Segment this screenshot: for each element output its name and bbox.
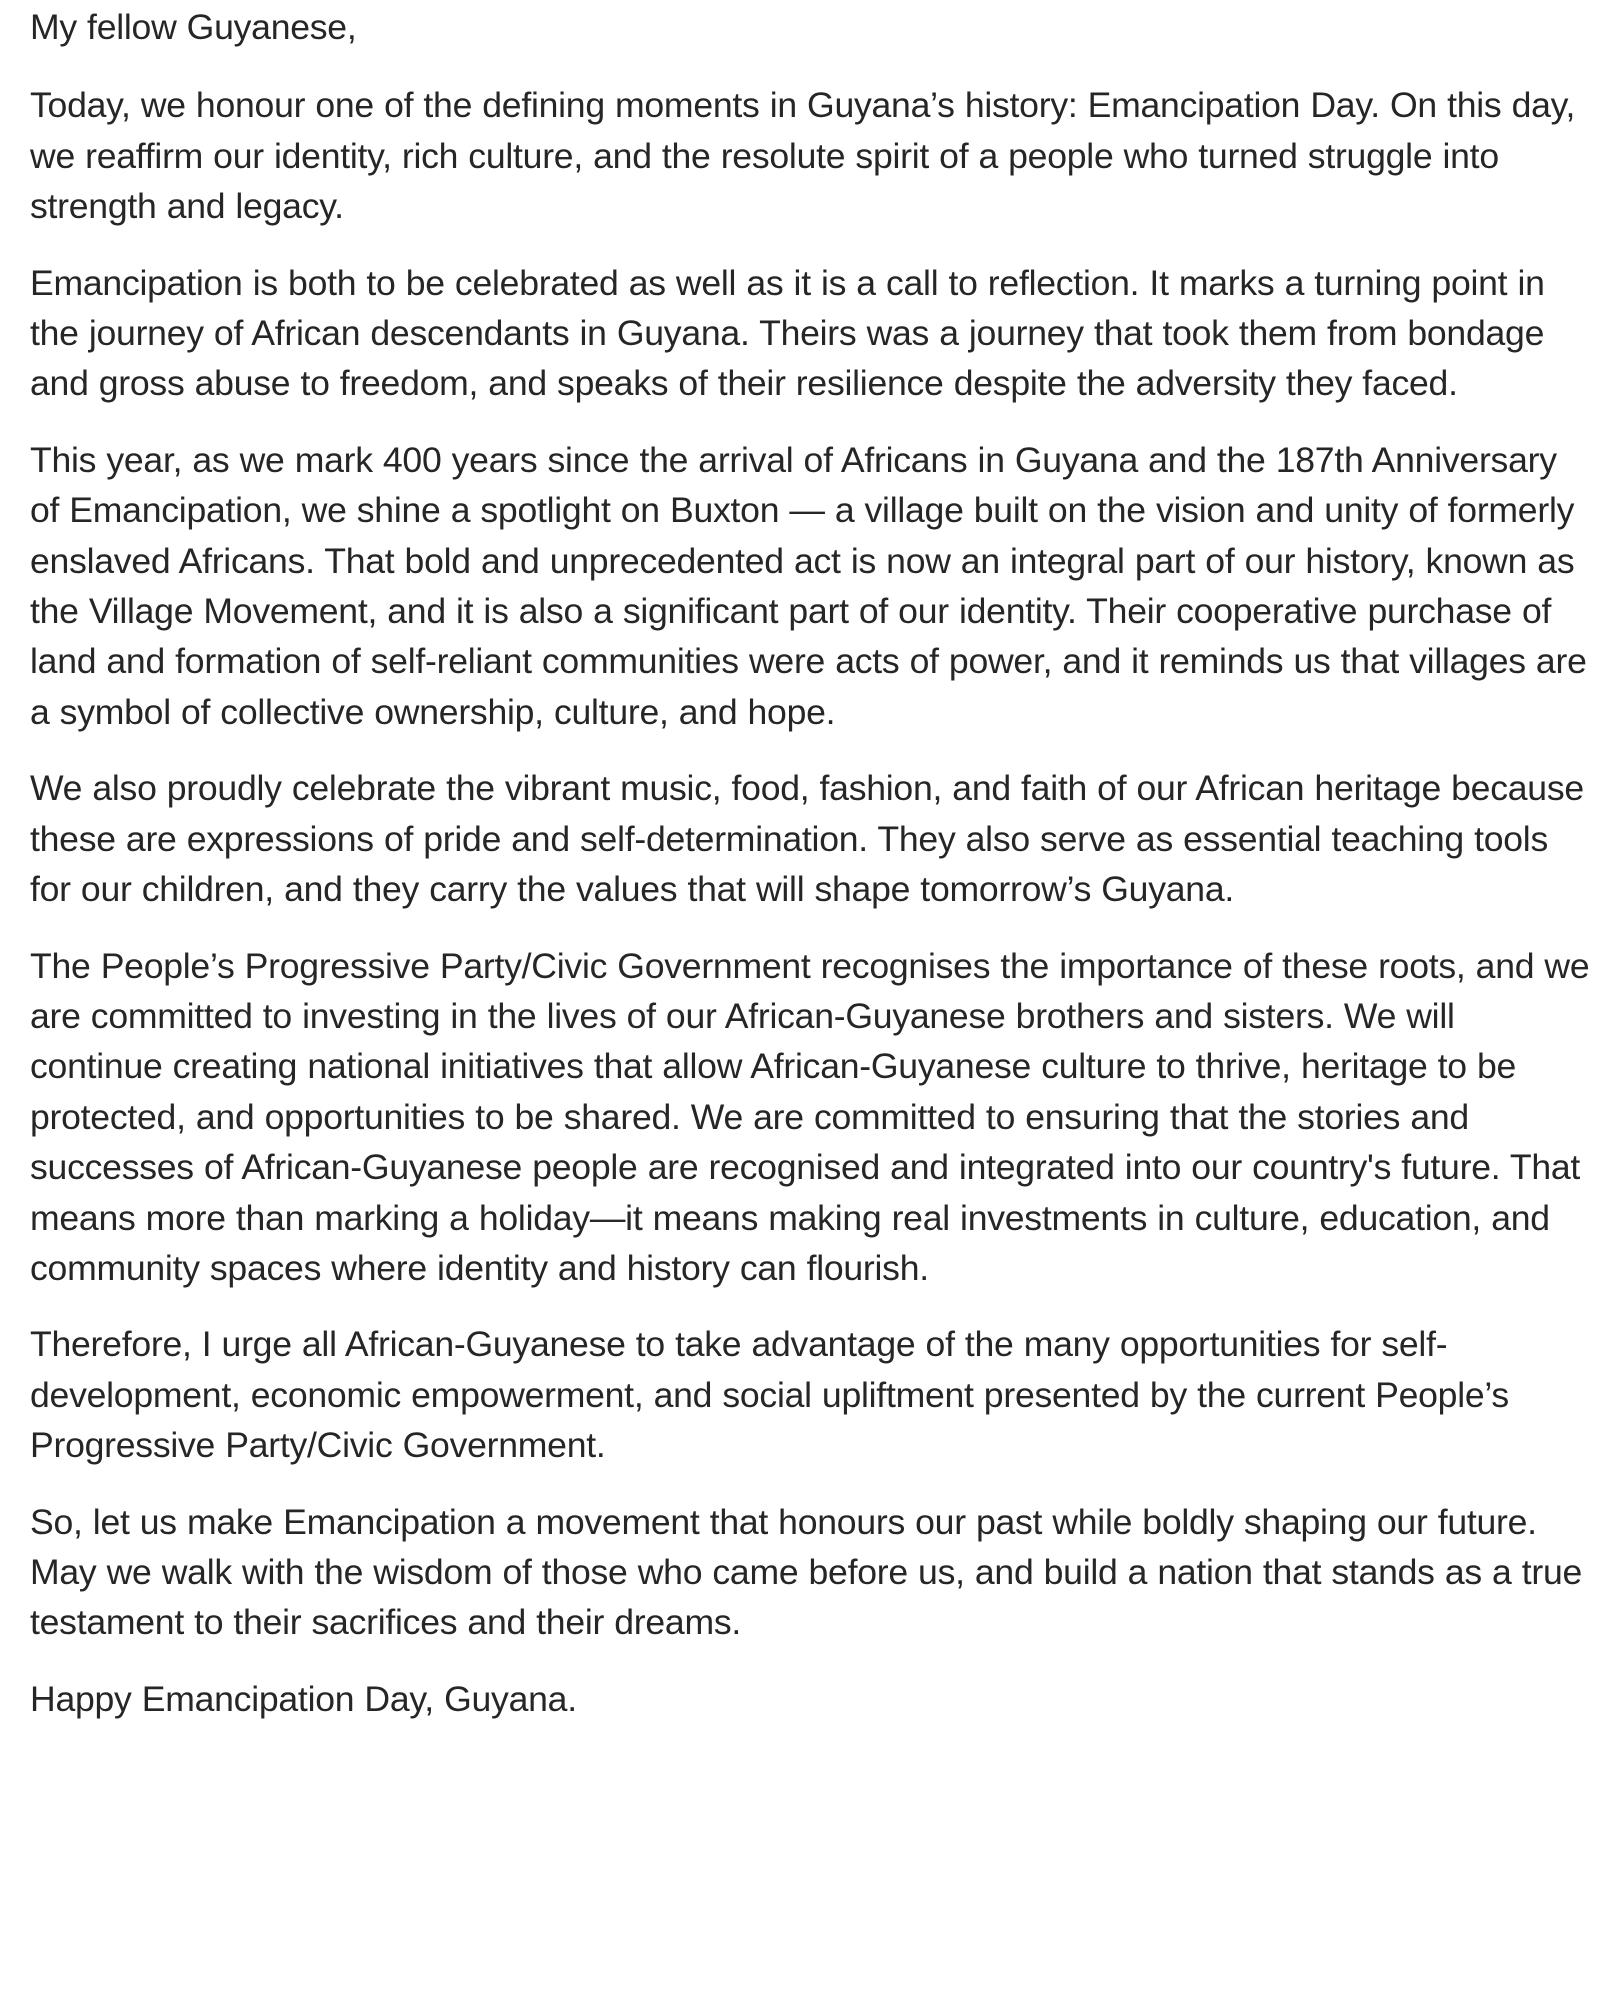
- salutation: My fellow Guyanese,: [30, 7, 357, 47]
- paragraph: We also proudly celebrate the vibrant music, food, fashion, and faith of our African heritage because these are expressions of pride and self-determination. They also serve as essential teaching tools for our children, and they carry the values that will shape tomorrow’s Guyana.: [30, 768, 1584, 910]
- closing-line: Happy Emancipation Day, Guyana.: [30, 1678, 577, 1719]
- paragraph: This year, as we mark 400 years since the arrival of Africans in Guyana and the 187th Anniversary of Emancipation, we shine a spotlight on Buxton — a village built on the vision and unity of formerly enslaved Africans. That bold and unprecedented act is now an integral part of our history, known as the Village Movement, and it is also a significant part of our identity. Their cooperative purchase of land and formation of self-reliant communities were acts of power, and it reminds us that villages are a symbol of collective ownership, culture, and hope.: [30, 439, 1587, 732]
- paragraph: Emancipation is both to be celebrated as well as it is a call to reflection. It marks a turning point in the journey of African descendants in Guyana. Theirs was a journey that took them from bondage and gross abuse to freedom, and speaks of their resilience despite the adversity they faced.: [30, 262, 1545, 404]
- paragraph: Today, we honour one of the defining moments in Guyana’s history: Emancipation Day. On this day, we reaffirm our identity, rich culture, and the resolute spirit of a people who turned struggle into strength and legacy.: [30, 85, 1576, 227]
- paragraph: Therefore, I urge all African-Guyanese to take advantage of the many opportunities for self-development, economic empowerment, and social upliftment presented by the current People’s Progressive Party/Civic Government.: [30, 1324, 1509, 1466]
- letter-body: [30, 2, 1590, 1724]
- paragraph: So, let us make Emancipation a movement that honours our past while boldly shaping our future. May we walk with the wisdom of those who came before us, and build a nation that stands as a true testament to their sacrifices and their dreams.: [30, 1501, 1583, 1643]
- paragraph: The People’s Progressive Party/Civic Government recognises the importance of these roots, and we are committed to investing in the lives of our African-Guyanese brothers and sisters. We will continue creating national initiatives that allow African-Guyanese culture to thrive, heritage to be protected, and opportunities to be shared. We are committed to ensuring that the stories and successes of African-Guyanese people are recognised and integrated into our country's future. That means more than marking a holiday—it means making real investments in culture, education, and community spaces where identity and history can flourish.: [30, 945, 1590, 1288]
